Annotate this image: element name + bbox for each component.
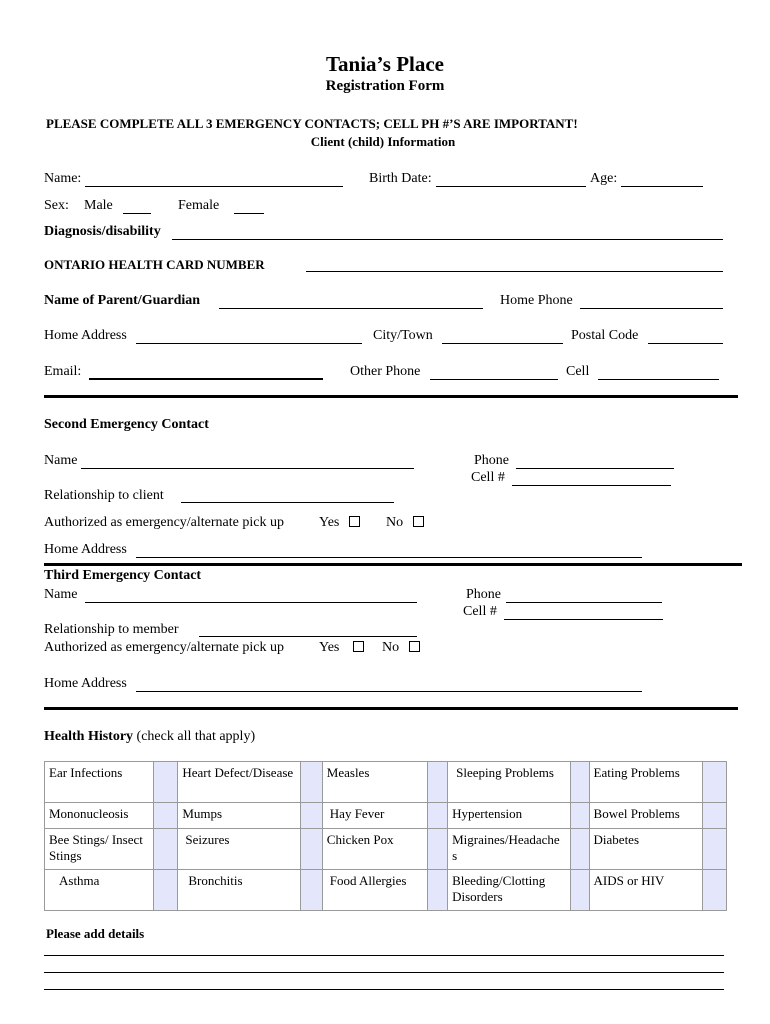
condition-checkbox[interactable]	[300, 803, 322, 829]
postal-code-field[interactable]	[648, 343, 723, 344]
condition-checkbox[interactable]	[428, 870, 448, 911]
condition-checkbox[interactable]	[154, 829, 178, 870]
second-cell-label: Cell #	[471, 470, 505, 485]
third-relationship-label: Relationship to member	[44, 622, 179, 637]
condition-cell: Mononucleosis	[45, 803, 154, 829]
condition-cell: Diabetes	[589, 829, 702, 870]
diagnosis-label: Diagnosis/disability	[44, 224, 161, 239]
condition-checkbox[interactable]	[428, 803, 448, 829]
second-name-field[interactable]	[81, 468, 414, 469]
third-contact-heading: Third Emergency Contact	[44, 568, 202, 583]
email-field[interactable]	[89, 378, 323, 380]
condition-checkbox[interactable]	[571, 803, 589, 829]
third-home-address-field[interactable]	[136, 691, 642, 692]
male-label: Male	[84, 198, 113, 213]
female-label: Female	[178, 198, 220, 213]
home-phone-field[interactable]	[580, 308, 723, 309]
no-label: No	[382, 640, 400, 655]
parent-field[interactable]	[219, 308, 483, 309]
table-row	[45, 803, 727, 829]
no-checkbox[interactable]	[409, 641, 420, 652]
email-label: Email:	[44, 364, 82, 379]
condition-checkbox[interactable]	[154, 762, 178, 803]
second-phone-label: Phone	[474, 453, 509, 468]
condition-cell: Hay Fever	[322, 803, 427, 829]
condition-checkbox[interactable]	[571, 762, 589, 803]
second-authorized-label: Authorized as emergency/alternate pick up	[44, 515, 284, 530]
table-row	[45, 870, 727, 911]
cell-label: Cell	[566, 364, 590, 379]
home-phone-label: Home Phone	[500, 293, 573, 308]
condition-checkbox[interactable]	[154, 870, 178, 911]
condition-cell: Heart Defect/Disease	[178, 762, 300, 803]
condition-cell: Mumps	[178, 803, 300, 829]
third-no-option[interactable]	[382, 640, 420, 656]
condition-cell: Bee Stings/ Insect Stings	[45, 829, 154, 870]
other-phone-field[interactable]	[430, 379, 558, 380]
condition-cell: Food Allergies	[322, 870, 427, 911]
postal-code-label: Postal Code	[571, 328, 639, 343]
condition-checkbox[interactable]	[300, 762, 322, 803]
third-relationship-field[interactable]	[199, 636, 417, 637]
no-checkbox[interactable]	[413, 516, 424, 527]
yes-checkbox[interactable]	[349, 516, 360, 527]
second-cell-field[interactable]	[512, 485, 671, 486]
health-history-note: (check all that apply)	[136, 729, 256, 744]
cell-field[interactable]	[598, 379, 719, 380]
condition-cell: Bowel Problems	[589, 803, 702, 829]
city-field[interactable]	[442, 343, 563, 344]
second-name-label: Name	[44, 453, 78, 468]
condition-checkbox[interactable]	[300, 829, 322, 870]
parent-label: Name of Parent/Guardian	[44, 293, 201, 308]
condition-checkbox[interactable]	[428, 829, 448, 870]
third-phone-label: Phone	[466, 587, 501, 602]
second-phone-field[interactable]	[516, 468, 674, 469]
condition-cell: Seizures	[178, 829, 300, 870]
condition-cell: Sleeping Problems	[448, 762, 571, 803]
yes-label: Yes	[319, 640, 340, 655]
yes-label: Yes	[319, 515, 340, 530]
home-address-label: Home Address	[44, 328, 127, 343]
condition-checkbox[interactable]	[702, 803, 726, 829]
condition-cell: Eating Problems	[589, 762, 702, 803]
details-label: Please add details	[46, 926, 145, 941]
details-line-2[interactable]	[44, 972, 724, 973]
health-card-label: ONTARIO HEALTH CARD NUMBER	[44, 257, 265, 272]
birth-date-label: Birth Date:	[369, 171, 432, 186]
condition-cell: Asthma	[45, 870, 154, 911]
section-divider	[44, 707, 738, 710]
home-address-field[interactable]	[136, 343, 362, 344]
condition-cell: Migraines/Headache s	[448, 829, 571, 870]
form-subtitle: Registration Form	[325, 78, 445, 94]
section-divider	[44, 563, 742, 566]
name-label: Name:	[44, 171, 82, 186]
condition-checkbox[interactable]	[702, 829, 726, 870]
third-cell-label: Cell #	[463, 604, 497, 619]
health-history-table	[44, 761, 727, 911]
condition-checkbox[interactable]	[702, 870, 726, 911]
section-divider	[44, 395, 738, 398]
second-no-option[interactable]	[386, 515, 424, 531]
sex-label: Sex:	[44, 198, 69, 213]
third-home-address-label: Home Address	[44, 676, 127, 691]
condition-cell: Ear Infections	[45, 762, 154, 803]
condition-cell: Bronchitis	[178, 870, 300, 911]
birth-date-field[interactable]	[436, 186, 586, 187]
diagnosis-field[interactable]	[172, 239, 723, 240]
second-relationship-label: Relationship to client	[44, 488, 164, 503]
no-label: No	[386, 515, 404, 530]
yes-checkbox[interactable]	[353, 641, 364, 652]
health-history-heading	[44, 729, 255, 745]
other-phone-label: Other Phone	[350, 364, 421, 379]
age-label: Age:	[590, 171, 618, 186]
client-section-heading: Client (child) Information	[310, 134, 456, 149]
third-yes-option[interactable]	[319, 640, 364, 656]
condition-cell: Bleeding/Clotting Disorders	[448, 870, 571, 911]
condition-cell: AIDS or HIV	[589, 870, 702, 911]
name-field[interactable]	[85, 186, 343, 187]
health-history-title: Health History	[44, 729, 134, 744]
third-name-field[interactable]	[85, 602, 417, 603]
condition-cell: Chicken Pox	[322, 829, 427, 870]
condition-checkbox[interactable]	[300, 870, 322, 911]
second-home-address-field[interactable]	[136, 557, 642, 558]
third-name-label: Name	[44, 587, 78, 602]
condition-checkbox[interactable]	[702, 762, 726, 803]
second-home-address-label: Home Address	[44, 542, 127, 557]
form-title: Tania’s Place	[325, 52, 445, 76]
condition-checkbox[interactable]	[571, 870, 589, 911]
female-field[interactable]	[234, 213, 264, 214]
emergency-notice: PLEASE COMPLETE ALL 3 EMERGENCY CONTACTS; CELL PH #’S ARE IMPORTANT!	[46, 116, 578, 131]
male-field[interactable]	[123, 213, 151, 214]
second-yes-option[interactable]	[319, 515, 360, 531]
second-relationship-field[interactable]	[181, 502, 394, 503]
third-phone-field[interactable]	[506, 602, 662, 603]
condition-checkbox[interactable]	[154, 803, 178, 829]
condition-checkbox[interactable]	[428, 762, 448, 803]
details-line-1[interactable]	[44, 955, 724, 956]
third-authorized-label: Authorized as emergency/alternate pick up	[44, 640, 284, 655]
third-cell-field[interactable]	[504, 619, 663, 620]
table-row	[45, 762, 727, 803]
details-line-3[interactable]	[44, 989, 724, 990]
health-card-field[interactable]	[306, 271, 723, 272]
city-label: City/Town	[373, 328, 433, 343]
condition-cell: Measles	[322, 762, 427, 803]
condition-cell: Hypertension	[448, 803, 571, 829]
condition-checkbox[interactable]	[571, 829, 589, 870]
table-row	[45, 829, 727, 870]
second-contact-heading: Second Emergency Contact	[44, 417, 209, 432]
age-field[interactable]	[621, 186, 703, 187]
